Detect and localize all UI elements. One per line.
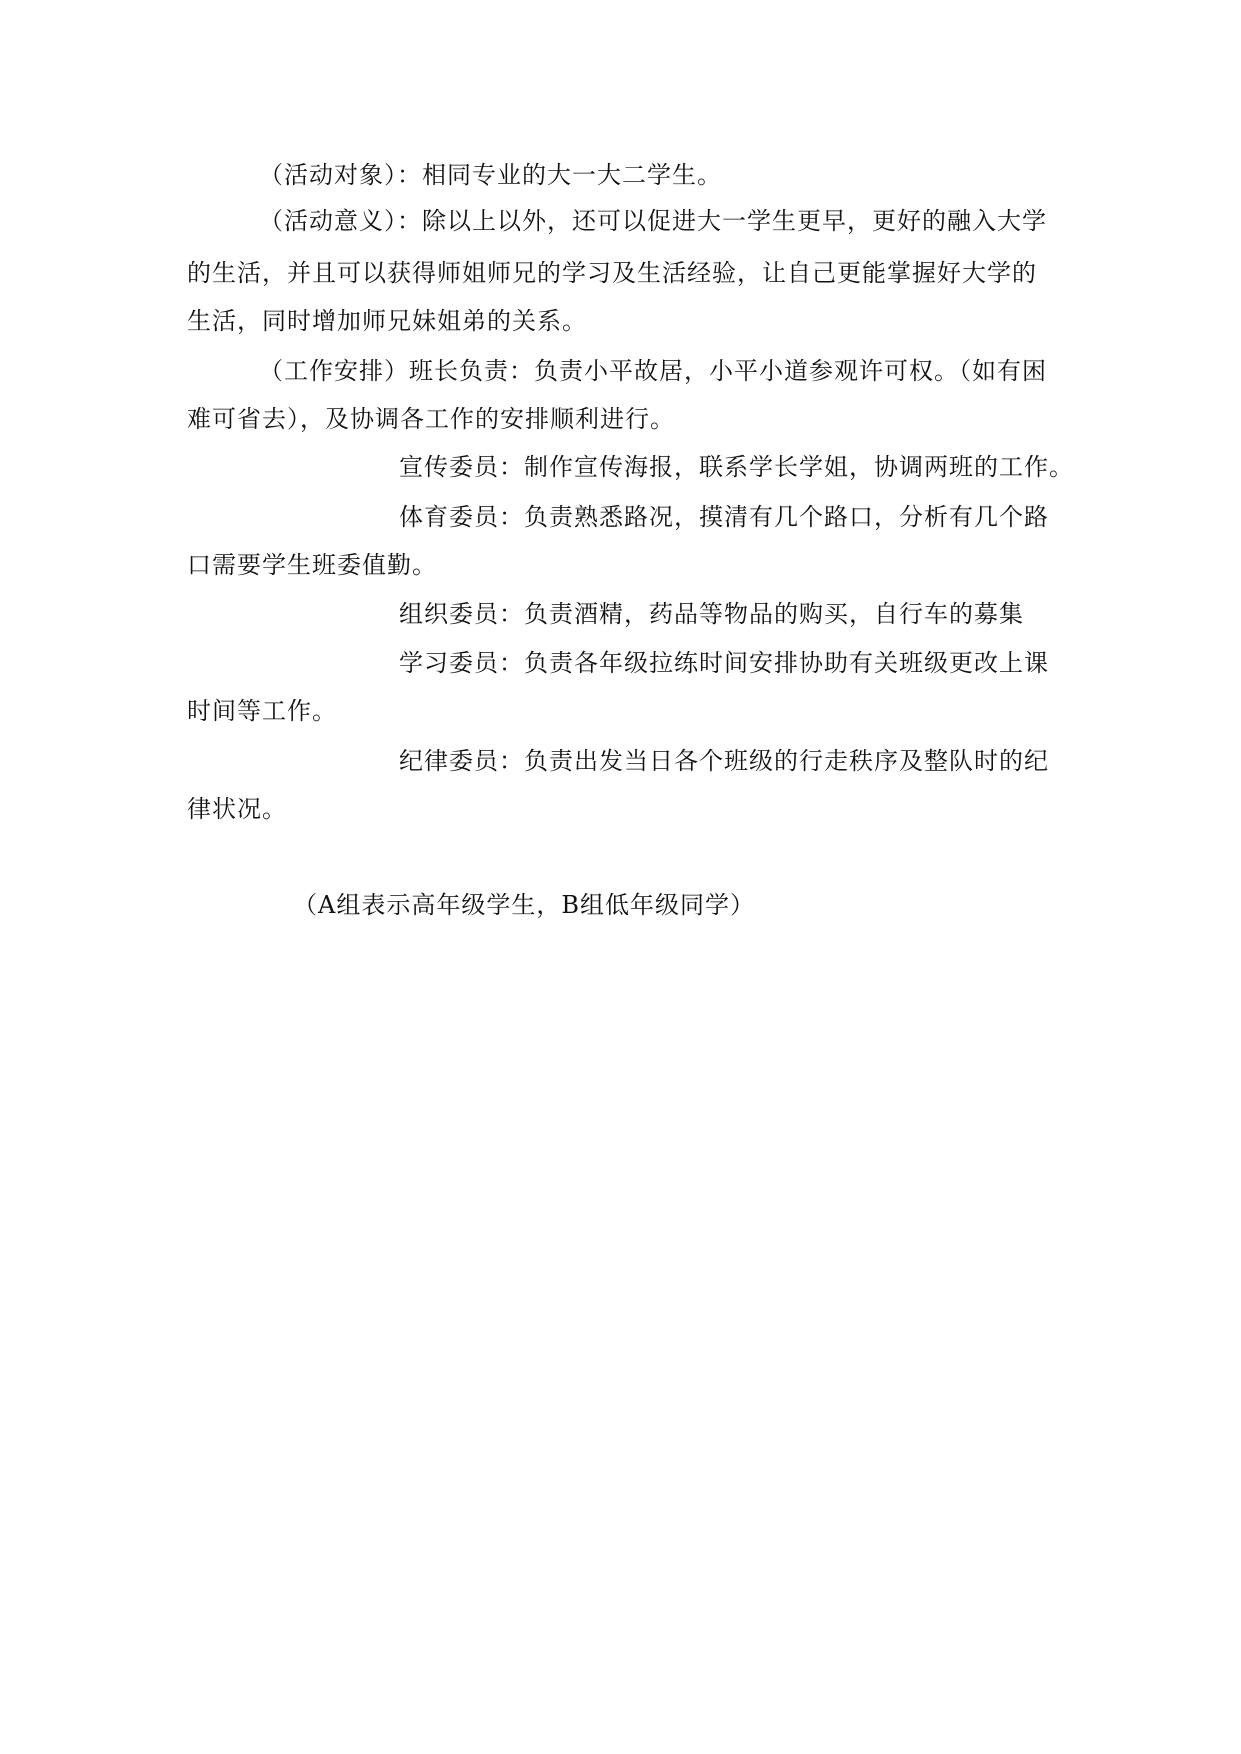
paragraph-activity-meaning-line-1: （活动意义）：除以上以外，还可以促进大一学生更早，更好的融入大学 (259, 207, 1047, 235)
paragraph-activity-target: （活动对象）：相同专业的大一大二学生。 (259, 161, 722, 189)
paragraph-work-arrangement-line-2: 难可省去），及协调各工作的安排顺利进行。 (187, 405, 675, 433)
paragraph-work-arrangement-line-1: （工作安排）班长负责：负责小平故居，小平小道参观许可权。（如有困 (259, 357, 1047, 385)
paragraph-organization-committee: 组织委员：负责酒精，药品等物品的购买，自行车的募集 (399, 600, 1024, 628)
group-note: （A组表示高年级学生，B组低年级同学） (293, 891, 755, 919)
paragraph-study-committee-line-1: 学习委员：负责各年级拉练时间安排协助有关班级更改上课 (399, 649, 1049, 677)
paragraph-sports-committee-line-1: 体育委员：负责熟悉路况，摸清有几个路口，分析有几个路 (399, 503, 1049, 531)
paragraph-discipline-committee-line-1: 纪律委员：负责出发当日各个班级的行走秩序及整队时的纪 (399, 747, 1049, 775)
paragraph-activity-meaning-line-3: 生活，同时增加师兄妹姐弟的关系。 (187, 307, 587, 335)
paragraph-sports-committee-line-2: 口需要学生班委值勤。 (187, 551, 437, 579)
paragraph-propaganda-committee: 宣传委员：制作宣传海报，联系学长学姐，协调两班的工作。 (399, 453, 1074, 481)
paragraph-activity-meaning-line-2: 的生活，并且可以获得师姐师兄的学习及生活经验，让自己更能掌握好大学的 (187, 259, 1037, 287)
paragraph-study-committee-line-2: 时间等工作。 (187, 697, 337, 725)
paragraph-discipline-committee-line-2: 律状况。 (187, 795, 287, 823)
